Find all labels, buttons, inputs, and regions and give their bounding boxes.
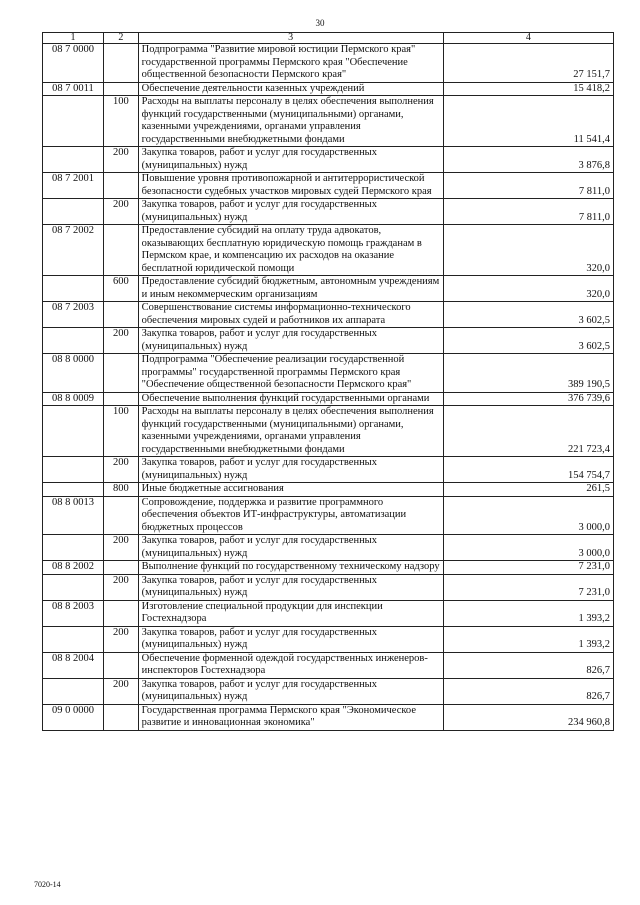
- page-number: 30: [315, 18, 325, 28]
- code-cell: 08 7 0011: [43, 82, 104, 96]
- expense-group-cell: [103, 225, 138, 276]
- description-cell: Закупка товаров, работ и услуг для государственных (муниципальных) нужд: [138, 147, 443, 173]
- description-cell: Закупка товаров, работ и услуг для государственных (муниципальных) нужд: [138, 626, 443, 652]
- description-cell: Государственная программа Пермского края "Экономическое развитие и инновационная экономика": [138, 704, 443, 730]
- description-cell: Изготовление специальной продукции для инспекции Гостехнадзора: [138, 600, 443, 626]
- amount-cell: 15 418,2: [443, 82, 613, 96]
- description-cell: Закупка товаров, работ и услуг для государственных (муниципальных) нужд: [138, 574, 443, 600]
- expense-group-cell: [103, 354, 138, 393]
- code-cell: [43, 574, 104, 600]
- amount-cell: 261,5: [443, 483, 613, 497]
- table-row: [43, 147, 614, 173]
- amount-cell: 11 541,4: [443, 96, 613, 147]
- code-cell: 08 7 2001: [43, 173, 104, 199]
- column-header-description: 3: [138, 33, 443, 44]
- code-cell: [43, 535, 104, 561]
- table-row: [43, 354, 614, 393]
- code-cell: 08 8 0000: [43, 354, 104, 393]
- code-cell: 08 8 2003: [43, 600, 104, 626]
- description-cell: Предоставление субсидий на оплату труда адвокатов, оказывающих бесплатную юридическую помощь гражданам в Пермском крае, и компенсацию их расходов на оказание бесплатной юридической помощи: [138, 225, 443, 276]
- description-cell: Сопровождение, поддержка и развитие программного обеспечения объектов ИТ-инфраструктуры, автоматизации бюджетных процессов: [138, 496, 443, 535]
- table-row: [43, 678, 614, 704]
- amount-cell: 154 754,7: [443, 457, 613, 483]
- description-cell: Расходы на выплаты персоналу в целях обеспечения выполнения функций государственными (муниципальными) органами, казенными учреждениями, органами управления государственными внебюджетными фондами: [138, 96, 443, 147]
- description-cell: Обеспечение деятельности казенных учреждений: [138, 82, 443, 96]
- description-cell: Закупка товаров, работ и услуг для государственных (муниципальных) нужд: [138, 457, 443, 483]
- expense-group-cell: 200: [103, 626, 138, 652]
- description-cell: Обеспечение выполнения функций государственными органами: [138, 392, 443, 406]
- expense-group-cell: [103, 496, 138, 535]
- amount-cell: 320,0: [443, 276, 613, 302]
- code-cell: [43, 147, 104, 173]
- code-cell: [43, 199, 104, 225]
- expense-group-cell: [103, 392, 138, 406]
- expense-group-cell: 200: [103, 678, 138, 704]
- amount-cell: 826,7: [443, 678, 613, 704]
- table-row: [43, 535, 614, 561]
- table-row: [43, 96, 614, 147]
- expense-group-cell: 200: [103, 535, 138, 561]
- amount-cell: 3 602,5: [443, 328, 613, 354]
- amount-cell: 221 723,4: [443, 406, 613, 457]
- code-cell: [43, 457, 104, 483]
- code-cell: 08 7 2002: [43, 225, 104, 276]
- table-row: [43, 82, 614, 96]
- code-cell: 09 0 0000: [43, 704, 104, 730]
- expense-group-cell: 200: [103, 199, 138, 225]
- table-row: [43, 483, 614, 497]
- expense-group-cell: [103, 173, 138, 199]
- amount-cell: 7 231,0: [443, 574, 613, 600]
- description-cell: Расходы на выплаты персоналу в целях обеспечения выполнения функций государственными (муниципальными) органами, казенными учреждениями, органами управления государственными внебюджетными фондами: [138, 406, 443, 457]
- expense-group-cell: 100: [103, 406, 138, 457]
- code-cell: 08 7 0000: [43, 44, 104, 83]
- table-row: [43, 173, 614, 199]
- table-row: [43, 496, 614, 535]
- code-cell: [43, 276, 104, 302]
- description-cell: Обеспечение форменной одеждой государственных инженеров-инспекторов Гостехнадзора: [138, 652, 443, 678]
- table-row: [43, 392, 614, 406]
- table-row: [43, 561, 614, 575]
- expense-group-cell: 200: [103, 328, 138, 354]
- table-row: [43, 574, 614, 600]
- code-cell: 08 7 2003: [43, 302, 104, 328]
- amount-cell: 27 151,7: [443, 44, 613, 83]
- table-row: [43, 302, 614, 328]
- expense-group-cell: 200: [103, 147, 138, 173]
- expense-group-cell: [103, 652, 138, 678]
- amount-cell: 389 190,5: [443, 354, 613, 393]
- table-row: [43, 328, 614, 354]
- description-cell: Закупка товаров, работ и услуг для государственных (муниципальных) нужд: [138, 328, 443, 354]
- column-header-group: 2: [103, 33, 138, 44]
- expense-group-cell: 800: [103, 483, 138, 497]
- form-id: 7020-14: [34, 880, 61, 889]
- amount-cell: 3 000,0: [443, 496, 613, 535]
- expense-group-cell: [103, 302, 138, 328]
- table-row: [43, 406, 614, 457]
- description-cell: Подпрограмма "Обеспечение реализации государственной программы" государственной программы Пермского края "Обеспечение общественной безопасности Пермского края": [138, 354, 443, 393]
- table-row: [43, 704, 614, 730]
- expense-group-cell: [103, 561, 138, 575]
- table-row: [43, 457, 614, 483]
- expense-group-cell: 200: [103, 457, 138, 483]
- description-cell: Предоставление субсидий бюджетным, автономным учреждениям и иным некоммерческим организациям: [138, 276, 443, 302]
- table-row: [43, 626, 614, 652]
- amount-cell: 7 811,0: [443, 199, 613, 225]
- amount-cell: 3 000,0: [443, 535, 613, 561]
- code-cell: 08 8 0009: [43, 392, 104, 406]
- budget-table: [42, 32, 614, 731]
- table-body: [43, 44, 614, 731]
- code-cell: [43, 626, 104, 652]
- amount-cell: 1 393,2: [443, 626, 613, 652]
- amount-cell: 3 876,8: [443, 147, 613, 173]
- description-cell: Совершенствование системы информационно-технического обеспечения мировых судей и работников их аппарата: [138, 302, 443, 328]
- description-cell: Повышение уровня противопожарной и антитеррористической безопасности судебных участков мировых судей Пермского края: [138, 173, 443, 199]
- description-cell: Закупка товаров, работ и услуг для государственных (муниципальных) нужд: [138, 678, 443, 704]
- amount-cell: 826,7: [443, 652, 613, 678]
- amount-cell: 1 393,2: [443, 600, 613, 626]
- description-cell: Подпрограмма "Развитие мировой юстиции Пермского края" государственной программы Пермского края "Обеспечение общественной безопасности Пермского края": [138, 44, 443, 83]
- table-row: [43, 44, 614, 83]
- table-row: [43, 600, 614, 626]
- amount-cell: 7 231,0: [443, 561, 613, 575]
- description-cell: Закупка товаров, работ и услуг для государственных (муниципальных) нужд: [138, 199, 443, 225]
- amount-cell: 3 602,5: [443, 302, 613, 328]
- expense-group-cell: [103, 600, 138, 626]
- amount-cell: 7 811,0: [443, 173, 613, 199]
- code-cell: [43, 328, 104, 354]
- description-cell: Иные бюджетные ассигнования: [138, 483, 443, 497]
- amount-cell: 376 739,6: [443, 392, 613, 406]
- code-cell: 08 8 2002: [43, 561, 104, 575]
- expense-group-cell: [103, 704, 138, 730]
- code-cell: [43, 678, 104, 704]
- column-header-amount: 4: [443, 33, 613, 44]
- table-header-row: [43, 33, 614, 44]
- table-row: [43, 652, 614, 678]
- description-cell: Закупка товаров, работ и услуг для государственных (муниципальных) нужд: [138, 535, 443, 561]
- amount-cell: 320,0: [443, 225, 613, 276]
- description-cell: Выполнение функций по государственному техническому надзору: [138, 561, 443, 575]
- expense-group-cell: [103, 44, 138, 83]
- expense-group-cell: 200: [103, 574, 138, 600]
- code-cell: 08 8 0013: [43, 496, 104, 535]
- code-cell: [43, 483, 104, 497]
- table-row: [43, 276, 614, 302]
- expense-group-cell: [103, 82, 138, 96]
- amount-cell: 234 960,8: [443, 704, 613, 730]
- column-header-code: 1: [43, 33, 104, 44]
- expense-group-cell: 600: [103, 276, 138, 302]
- table-row: [43, 199, 614, 225]
- code-cell: [43, 96, 104, 147]
- code-cell: 08 8 2004: [43, 652, 104, 678]
- code-cell: [43, 406, 104, 457]
- expense-group-cell: 100: [103, 96, 138, 147]
- table-row: [43, 225, 614, 276]
